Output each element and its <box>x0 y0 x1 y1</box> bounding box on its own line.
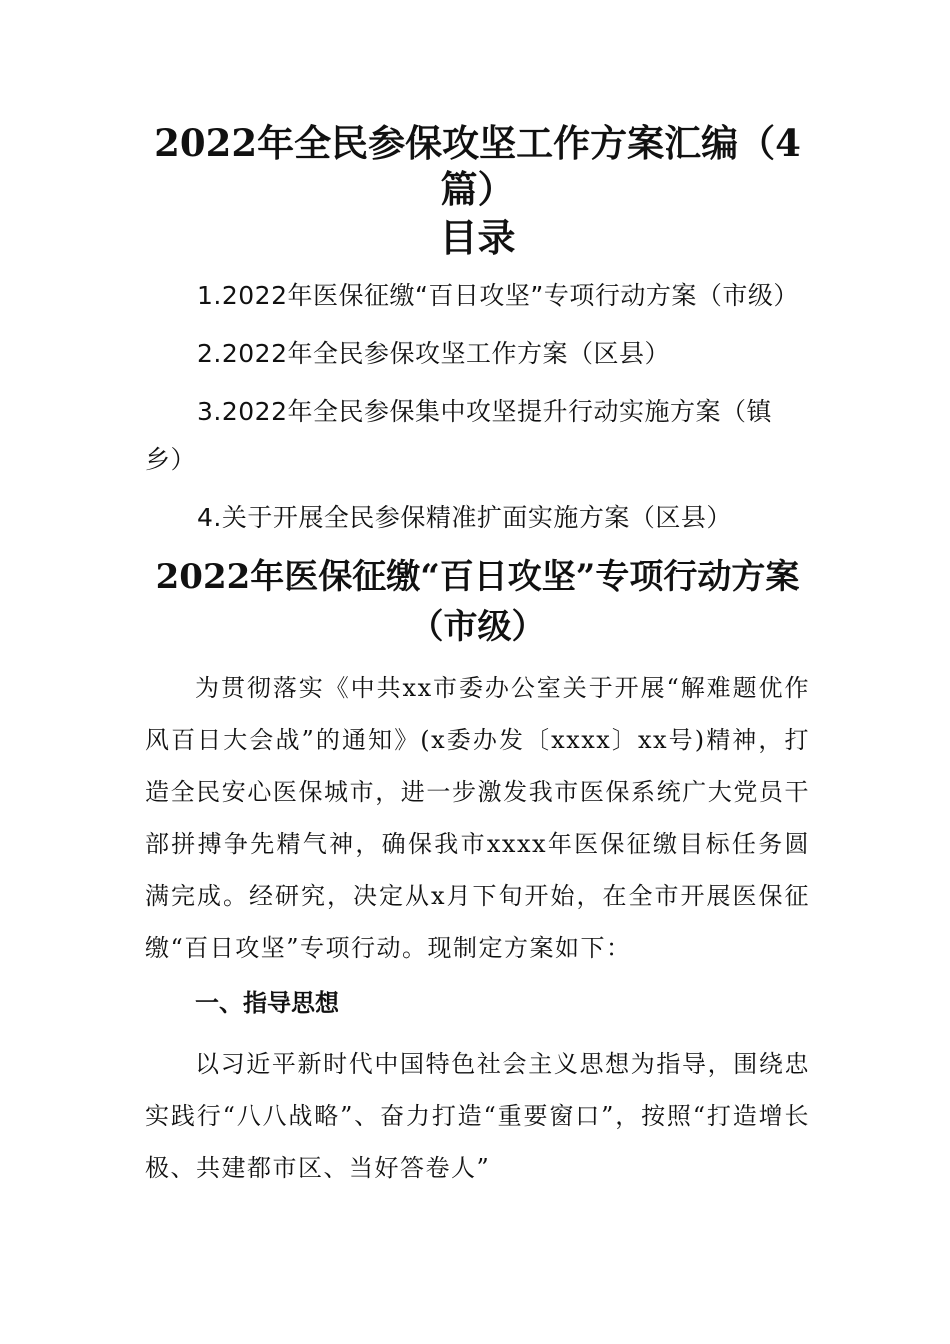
toc-item-4: 4.关于开展全民参保精准扩面实施方案（区县） <box>197 503 732 532</box>
document-title: 2022年全民参保攻坚工作方案汇编（4篇） <box>154 121 801 211</box>
toc-item-1: 1.2022年医保征缴“百日攻坚”专项行动方案（市级） <box>197 281 799 310</box>
toc-item-3: 3.2022年全民参保集中攻坚提升行动实施方案（镇乡） <box>145 397 772 474</box>
heading-guiding-thought: 一、指导思想 <box>195 989 339 1017</box>
guiding-paragraph: 以习近平新时代中国特色社会主义思想为指导，围绕忠实践行“八八战略”、奋力打造“重要窗口”，按照“打造增长极、共建都市区、当好答卷人” <box>145 1050 810 1182</box>
intro-paragraph: 为贯彻落实《中共xx市委办公室关于开展“解难题优作风百日大会战”的通知》(x委办发〔xxxx〕xx号)精神，打造全民安心医保城市，进一步激发我市医保系统广大党员干部拼搏争先精气神，确保我市xxxx年医保征缴目标任务圆满完成。经研究，决定从x月下旬开始，在全市开展医保征缴“百日攻坚”专项行动。现制定方案如下： <box>145 674 810 962</box>
document-content <box>145 120 810 1194</box>
toc-heading: 目录 <box>439 215 516 260</box>
section-title: 2022年医保征缴“百日攻坚”专项行动方案（市级） <box>155 557 800 647</box>
table-of-contents <box>145 272 810 542</box>
toc-item-2: 2.2022年全民参保攻坚工作方案（区县） <box>197 339 670 368</box>
